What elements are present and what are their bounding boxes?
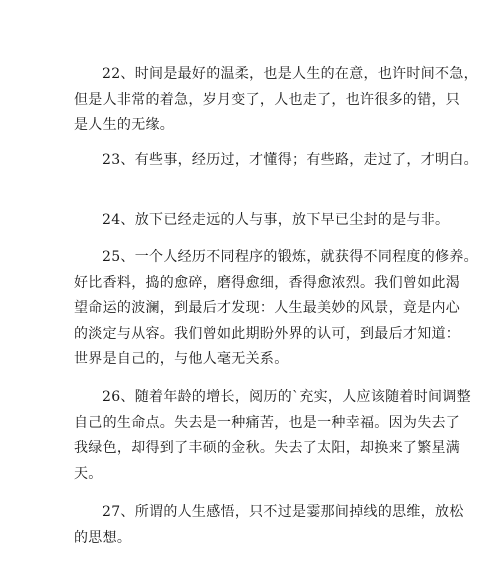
paragraph-line: 世界是自己的，与他人毫无关系。 — [74, 351, 289, 367]
paragraph-line: 但是人非常的着急，岁月变了，人也走了，也许很多的错，只 — [74, 91, 461, 108]
paragraph-line: 26、随着年龄的增长，阅历的`充实，人应该随着时间调整 — [102, 389, 471, 405]
paragraph-line: 22、时间是最好的温柔，也是人生的在意，也许时间不急， — [102, 66, 478, 82]
paragraph-line: 是人生的无缘。 — [74, 117, 175, 133]
paragraph-line: 自己的生命点。失去是一种痛苦，也是一种幸福。因为失去了 — [74, 414, 461, 431]
paragraph-27 — [74, 500, 464, 551]
paragraph-line: 好比香料，捣的愈碎，磨得愈细，香得愈浓烈。我们曾如此渴 — [74, 274, 461, 291]
paragraph-line: 25、一个人经历不同程序的锻炼，就获得不同程度的修养。 — [102, 249, 478, 265]
paragraph-24 — [74, 208, 450, 234]
paragraph-line: 23、有些事，经历过，才懂得；有些路，走过了，才明白。 — [102, 152, 478, 168]
paragraph-line: 的思想。 — [74, 529, 132, 546]
paragraph-line: 24、放下已经走远的人与事，放下早已尘封的是与非。 — [102, 212, 450, 228]
paragraph-line: 我绿色，却得到了丰硕的金秋。失去了太阳，却换来了繁星满 — [74, 440, 461, 456]
paragraph-line: 天。 — [74, 465, 103, 482]
paragraph-line: 望命运的波澜，到最后才发现：人生最美妙的风景，竟是内心 — [74, 300, 461, 316]
paragraph-22 — [74, 62, 478, 139]
paragraph-23 — [74, 148, 478, 174]
paragraph-line: 的淡定与从容。我们曾如此期盼外界的认可，到最后才知道： — [74, 325, 461, 342]
paragraph-26 — [74, 385, 471, 487]
paragraph-line: 27、所谓的人生感悟，只不过是霎那间掉线的思维，放松 — [102, 504, 464, 520]
paragraph-25 — [74, 245, 478, 373]
